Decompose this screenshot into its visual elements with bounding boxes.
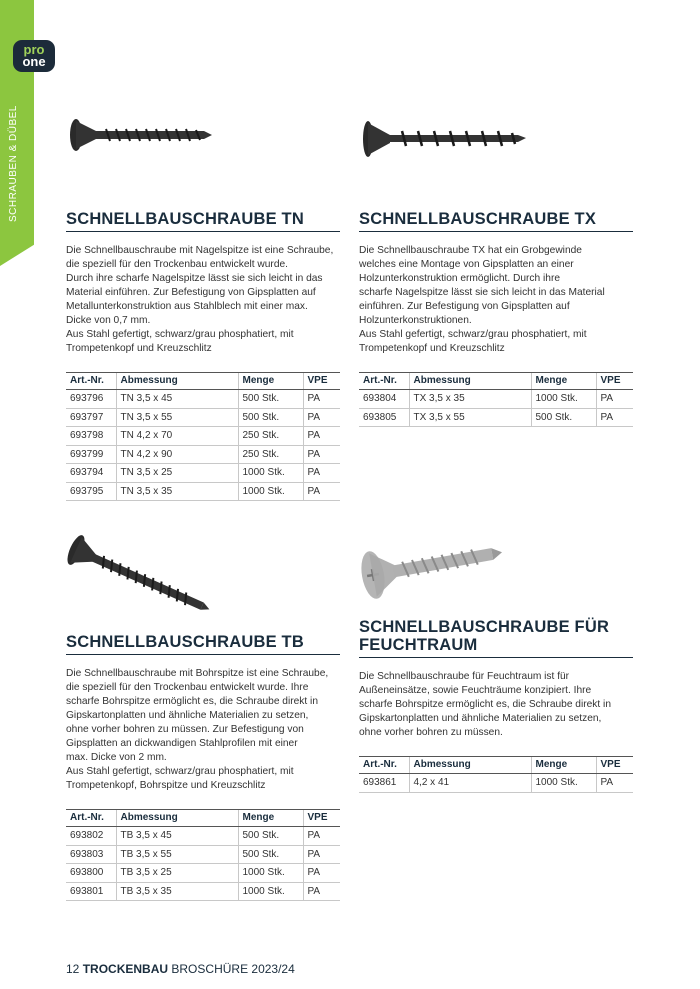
cell-qty: 1000 Stk. [238,882,303,901]
cell-qty: 500 Stk. [238,845,303,864]
brochure-subtitle: BROSCHÜRE 2023/24 [171,962,295,976]
cell-art: 693800 [66,864,116,883]
cell-qty: 500 Stk. [531,408,596,427]
header-art: Art.-Nr. [66,373,116,390]
cell-vpe: PA [303,845,340,864]
header-vpe: VPE [303,373,340,390]
cell-qty: 1000 Stk. [531,774,596,793]
product-tb [66,633,340,901]
cell-art: 693805 [359,408,409,427]
screw-tn-image [66,110,216,160]
cell-dim: TB 3,5 x 55 [116,845,238,864]
cell-dim: TX 3,5 x 35 [409,390,531,409]
cell-art: 693803 [66,845,116,864]
cell-qty: 500 Stk. [238,390,303,409]
product-title: SCHNELLBAUSCHRAUBE TB [66,633,340,655]
product-description: Die Schnellbauschraube mit Nagelspitze ist eine Schraube, die speziell für den Trockenbau entwickelt wurde. Durch ihre scharfe Nagelspitze lässt sie sich leicht in das Material einführen. Zur Befestigung von Gipsplatten auf Metallunterkonstruktion aus Stahlblech mit einer max. Dicke von 0,7 mm. Aus Stahl gefertigt, schwarz/grau phosphatiert, mit Trompetenkopf und Kreuzschlitz [66,245,334,354]
cell-dim: TN 3,5 x 45 [116,390,238,409]
brochure-title: TROCKENBAU [82,962,169,976]
header-dim: Abmessung [409,373,531,390]
cell-qty: 500 Stk. [238,408,303,427]
product-description: Die Schnellbauschraube mit Bohrspitze ist eine Schraube, die speziell für den Trockenbau entwickelt wurde. Ihre scharfe Bohrspitze ermöglicht es, die Schraube direkt in Gipskartonplatten und ähnliche Materialien zu setzen, ohne vorher bohren zu müssen. Zur Befestigung von Gipsplatten an dickwandigen Stahlprofilen mit einer max. Dicke von 2 mm. Aus Stahl gefertigt, schwarz/grau phosphatiert, mit Trompetenkopf, Bohrspitze und Kreuzschlitz [66,668,329,791]
cell-qty: 1000 Stk. [238,864,303,883]
cell-qty: 500 Stk. [238,827,303,846]
cell-dim: TN 3,5 x 55 [116,408,238,427]
cell-dim: TN 4,2 x 70 [116,427,238,446]
product-table [66,372,340,501]
cell-vpe: PA [303,882,340,901]
page-footer [66,962,295,976]
table-row [359,774,633,793]
logo-line-2: one [22,54,46,69]
table-row [66,882,340,901]
table-row [66,482,340,501]
product-table [359,372,633,427]
table-row [66,464,340,483]
cell-vpe: PA [303,390,340,409]
header-art: Art.-Nr. [359,757,409,774]
cell-art: 693798 [66,427,116,446]
header-dim: Abmessung [116,373,238,390]
product-title: SCHNELLBAUSCHRAUBE TX [359,210,633,232]
cell-art: 693861 [359,774,409,793]
screw-tb-image [66,530,226,610]
header-qty: Menge [238,373,303,390]
table-row [66,845,340,864]
table-row [66,445,340,464]
cell-dim: 4,2 x 41 [409,774,531,793]
cell-dim: TN 3,5 x 25 [116,464,238,483]
header-vpe: VPE [303,810,340,827]
cell-vpe: PA [303,827,340,846]
header-dim: Abmessung [409,757,531,774]
table-row [66,408,340,427]
cell-vpe: PA [303,464,340,483]
cell-dim: TB 3,5 x 25 [116,864,238,883]
header-vpe: VPE [596,373,633,390]
cell-art: 693799 [66,445,116,464]
cell-art: 693795 [66,482,116,501]
table-row [66,864,340,883]
cell-dim: TB 3,5 x 35 [116,882,238,901]
screw-tx-image [360,115,530,165]
cell-art: 693796 [66,390,116,409]
product-title: SCHNELLBAUSCHRAUBE TN [66,210,340,232]
cell-vpe: PA [596,408,633,427]
header-dim: Abmessung [116,810,238,827]
table-row [66,427,340,446]
cell-qty: 1000 Stk. [531,390,596,409]
header-qty: Menge [238,810,303,827]
table-row [359,408,633,427]
cell-art: 693801 [66,882,116,901]
header-qty: Menge [531,757,596,774]
product-description: Die Schnellbauschraube für Feuchtraum ist für Außeneinsätze, sowie Feuchträume konzipiert. Ihre scharfe Bohrspitze ermöglicht es, die Schraube direkt in Gipskartonplatten und ähnliche Materialien zu setzen, ohne vorher bohren zu müssen. [359,671,611,738]
cell-qty: 250 Stk. [238,445,303,464]
cell-vpe: PA [596,390,633,409]
logo-line-1: pro [23,42,45,57]
screw-feuchtraum-image [358,545,508,605]
cell-art: 693802 [66,827,116,846]
product-table [66,809,340,901]
product-table [359,756,633,793]
product-tx [359,210,633,427]
cell-vpe: PA [303,864,340,883]
pro-one-logo [13,40,55,72]
cell-vpe: PA [303,408,340,427]
page-number: 12 [66,962,80,976]
header-art: Art.-Nr. [359,373,409,390]
cell-dim: TN 4,2 x 90 [116,445,238,464]
product-title: SCHNELLBAUSCHRAUBE FÜR FEUCHTRAUM [359,618,633,658]
cell-art: 693804 [359,390,409,409]
cell-dim: TN 3,5 x 35 [116,482,238,501]
cell-qty: 1000 Stk. [238,482,303,501]
cell-dim: TB 3,5 x 45 [116,827,238,846]
cell-qty: 1000 Stk. [238,464,303,483]
cell-vpe: PA [303,445,340,464]
header-qty: Menge [531,373,596,390]
product-tn [66,210,340,501]
cell-vpe: PA [303,427,340,446]
table-row [66,390,340,409]
table-row [66,827,340,846]
cell-vpe: PA [303,482,340,501]
header-vpe: VPE [596,757,633,774]
product-feuchtraum [359,618,633,793]
header-art: Art.-Nr. [66,810,116,827]
cell-art: 693794 [66,464,116,483]
cell-vpe: PA [596,774,633,793]
cell-dim: TX 3,5 x 55 [409,408,531,427]
cell-qty: 250 Stk. [238,427,303,446]
sidebar-category-label: SCHRAUBEN & DÜBEL [8,105,19,222]
cell-art: 693797 [66,408,116,427]
product-description: Die Schnellbauschraube TX hat ein Grobgewinde welches eine Montage von Gipsplatten an einer Holzunterkonstruktion ermöglicht. Durch ihre scharfe Nagelspitze lässt sie sich leicht in das Material einführen. Zur Befestigung von Gipsplatten auf Holzunterkonstruktionen. Aus Stahl gefertigt, schwarz/grau phosphatiert, mit Trompetenkopf und Kreuzschlitz [359,245,605,354]
table-row [359,390,633,409]
